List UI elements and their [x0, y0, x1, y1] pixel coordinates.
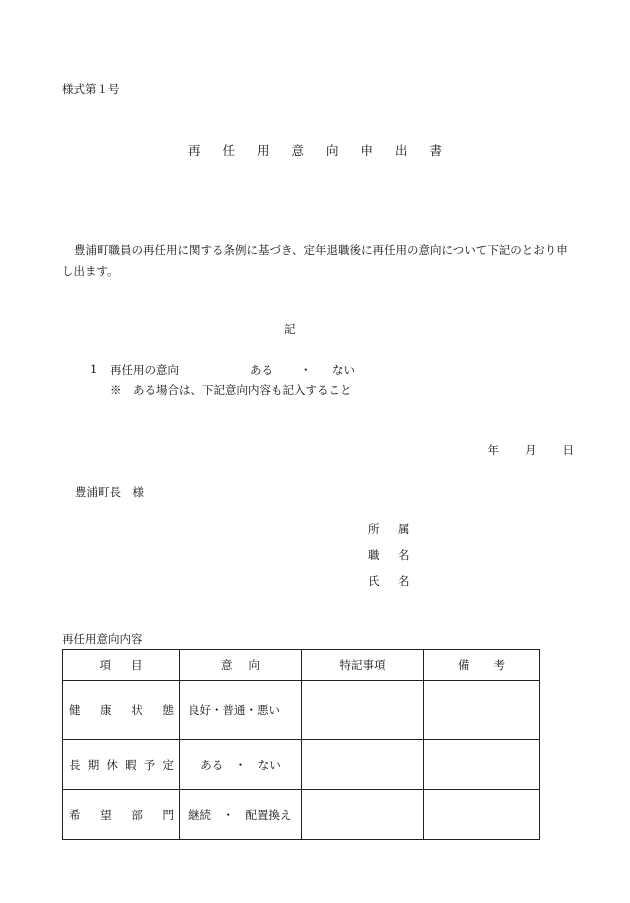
item-char: 態: [162, 703, 174, 717]
date-month: 月: [525, 443, 537, 457]
date-day: 日: [562, 443, 574, 457]
header-char: 特記事項: [339, 658, 386, 672]
title-char: 意: [291, 143, 304, 158]
option-no[interactable]: ない: [332, 363, 355, 377]
intent-table: [62, 649, 540, 840]
signature-char: 職: [368, 548, 380, 562]
intent-options: 良好・普通・悪い: [188, 703, 280, 717]
table-row: [63, 790, 540, 840]
signature-char: 名: [398, 548, 410, 562]
signature-char: 属: [398, 522, 410, 536]
header-item: [63, 650, 180, 681]
header-char: 目: [131, 658, 143, 672]
ki-heading: 記: [284, 322, 296, 336]
header-char: 考: [493, 658, 505, 672]
item-char: 予: [143, 757, 156, 772]
header-special: [302, 650, 424, 681]
row-intent-leave[interactable]: [180, 740, 302, 790]
date-line: [462, 442, 575, 458]
item-char: 期: [87, 757, 100, 772]
signature-char: 名: [398, 574, 410, 588]
signature-position: [368, 547, 410, 563]
row-remarks-leave[interactable]: [424, 740, 540, 790]
header-char: 備: [458, 658, 470, 672]
signature-char: 所: [368, 522, 380, 536]
table-title: 再任用意向内容: [62, 632, 143, 646]
item-char: 長: [69, 757, 81, 772]
addressee: 豊浦町長 様: [75, 485, 144, 499]
item-char: 休: [106, 757, 118, 772]
item-label: 再任用の意向: [110, 363, 179, 377]
item-char: 健: [69, 703, 81, 717]
item-char: 望: [100, 807, 112, 822]
title-char: 申: [360, 143, 374, 158]
header-char: 意: [221, 658, 233, 672]
date-year: 年: [487, 443, 499, 457]
item-char: 部: [131, 807, 143, 822]
row-item-department: [63, 790, 180, 840]
item-char: 門: [162, 807, 174, 822]
table-row: [63, 681, 540, 740]
item-char: 康: [100, 703, 112, 717]
document-title: [0, 141, 630, 159]
row-special-leave[interactable]: [302, 740, 424, 790]
item-char: 暇: [125, 757, 137, 772]
signature-char: 氏: [368, 574, 380, 588]
signature-affiliation: [368, 521, 410, 537]
signature-name: [368, 573, 410, 589]
option-separator: ・: [300, 363, 312, 377]
title-char: 出: [395, 143, 408, 158]
header-intent: [180, 650, 302, 681]
intent-options: 継続 ・ 配置換え: [188, 807, 292, 822]
title-char: 再: [187, 143, 201, 158]
option-yes[interactable]: ある: [250, 363, 273, 377]
intent-options: ある ・ ない: [200, 757, 281, 772]
item-char: 希: [69, 807, 81, 822]
title-char: 用: [256, 143, 270, 158]
header-char: 項: [99, 658, 111, 672]
row-intent-health[interactable]: [180, 681, 302, 740]
item-note: ※ ある場合は、下記意向内容も記入すること: [110, 383, 352, 397]
row-remarks-health[interactable]: [424, 681, 540, 740]
title-char: 書: [429, 143, 443, 158]
item-char: 状: [131, 703, 143, 717]
row-special-department[interactable]: [302, 790, 424, 840]
item-char: 定: [162, 757, 174, 772]
title-char: 任: [222, 143, 235, 158]
table-row: [63, 740, 540, 790]
title-char: 向: [326, 143, 339, 158]
intro-paragraph: 豊浦町職員の再任用に関する条例に基づき、定年退職後に再任用の意向について下記のとおり申し出ます。: [62, 243, 568, 278]
row-intent-department[interactable]: [180, 790, 302, 840]
table-header-row: [63, 650, 540, 681]
header-remarks: [424, 650, 540, 681]
row-item-leave: [63, 740, 180, 790]
item-number: 1: [90, 362, 98, 376]
row-remarks-department[interactable]: [424, 790, 540, 840]
form-number: 様式第１号: [62, 82, 120, 96]
header-char: 向: [248, 658, 260, 672]
row-item-health: [63, 681, 180, 740]
row-special-health[interactable]: [302, 681, 424, 740]
